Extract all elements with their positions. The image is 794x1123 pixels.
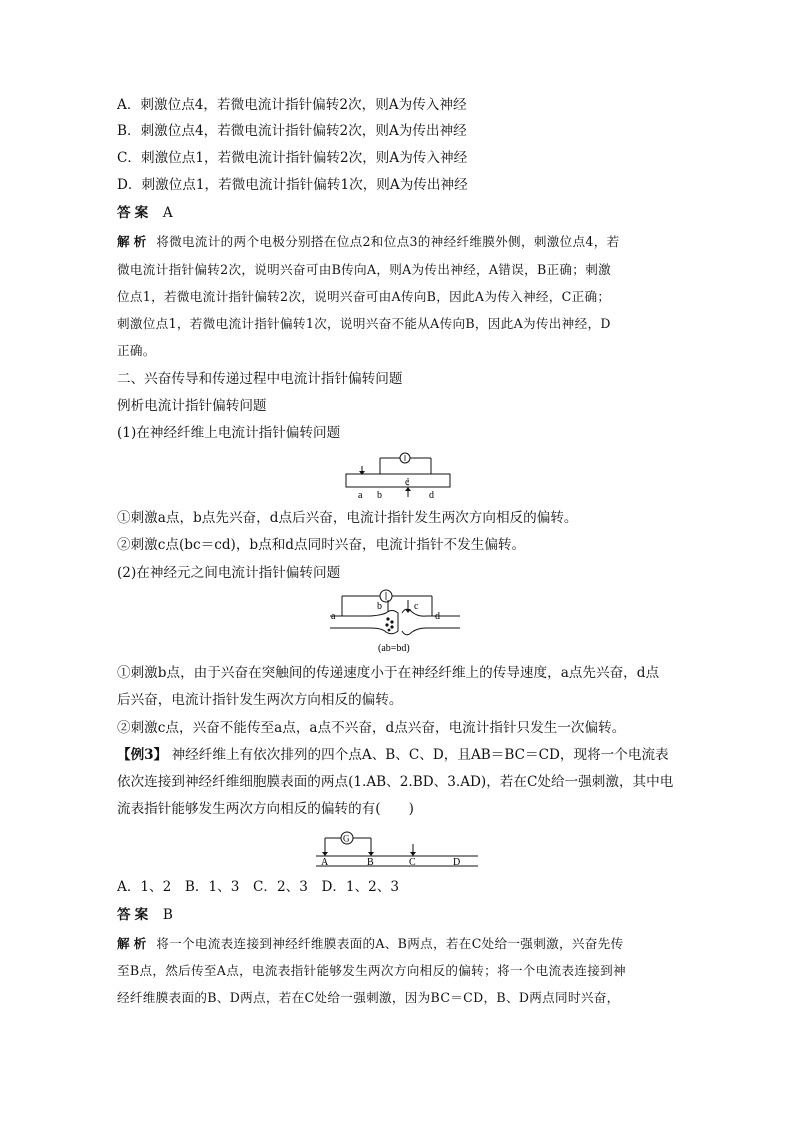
label-A: A xyxy=(321,857,329,868)
label-c: c xyxy=(405,477,410,488)
stimulus-arrow-icon xyxy=(410,852,416,856)
analysis-2-line-2: 至B点，然后传至A点，电流表指针能够发生两次方向相反的偏转；将一个电流表连接到神 xyxy=(117,963,626,978)
meter-label: G xyxy=(343,833,350,844)
example-tag: 【例3】 xyxy=(117,747,168,763)
analysis-1-line-5: 正确。 xyxy=(117,343,156,358)
label-d: d xyxy=(429,490,434,501)
part-2-title: (2)在神经元之间电流计指针偏转问题 xyxy=(117,565,341,581)
example-3-line-3 xyxy=(117,799,414,819)
answer-2 xyxy=(117,905,173,925)
label-a: a xyxy=(358,490,363,501)
label-a: a xyxy=(331,611,336,622)
figure-synapse xyxy=(326,586,466,656)
analysis-2-line-1 xyxy=(117,934,623,954)
option-d: D．刺激位点1，若微电流计指针偏转1次，则A为传出神经 xyxy=(117,177,468,193)
answer-label: 答案 xyxy=(117,205,153,221)
option-b: B．刺激位点4，若微电流计指针偏转2次，则A为传出神经 xyxy=(117,123,467,139)
answer-label: 答案 xyxy=(117,907,153,923)
answer-value: B xyxy=(162,907,173,923)
option-a: A．刺激位点4，若微电流计指针偏转2次，则A为传入神经 xyxy=(117,97,467,113)
example-text: 神经纤维上有依次排列的四个点A、B、C、D，且AB＝BC＝CD，现将一个电流表 xyxy=(171,747,669,763)
label-c: c xyxy=(414,601,419,612)
example-3-line-1 xyxy=(117,745,669,765)
part-1-line-1: ①刺激a点，b点先兴奋，d点后兴奋，电流计指针发生两次方向相反的偏转。 xyxy=(117,510,578,526)
analysis-label: 解析 xyxy=(117,936,151,951)
analysis-2-line-3: 经纤维膜表面的B、D两点，若在C处给一强刺激，因为BC＝CD，B、D两点同时兴奋， xyxy=(117,990,620,1005)
analysis-text: 将一个电流表连接到神经纤维膜表面的A、B两点，若在C处给一强刺激，兴奋先传 xyxy=(156,936,624,951)
figure-abcd-fiber xyxy=(312,828,482,872)
label-B: B xyxy=(367,857,374,868)
label-D: D xyxy=(453,857,461,868)
analysis-text: 将微电流计的两个电极分别搭在位点2和位点3的神经纤维膜外侧，刺激位点4，若 xyxy=(156,234,620,249)
analysis-1-line-2: 微电流计指针偏转2次，说明兴奋可由B传向A，则A为传出神经，A错误，B正确；刺激 xyxy=(117,262,611,277)
part-1-title: (1)在神经纤维上电流计指针偏转问题 xyxy=(117,425,341,441)
analysis-1-line-3: 位点1，若微电流计指针偏转2次，说明兴奋可由A传向B，因此A为传入神经，C正确； xyxy=(117,289,611,304)
example-text: 流表指针能够发生两次方向相反的偏转的有( xyxy=(117,801,381,817)
figure-caption: (ab=bd) xyxy=(378,643,410,654)
analysis-label: 解析 xyxy=(117,234,151,249)
part-1-line-2: ②刺激c点(bc＝cd)，b点和d点同时兴奋，电流计指针不发生偏转。 xyxy=(117,537,526,553)
analysis-1-line-1 xyxy=(117,232,620,252)
analysis-1-line-4: 刺激位点1，若微电流计指针偏转1次，说明兴奋不能从A传向B，因此A为传出神经，D xyxy=(117,316,611,331)
options-q3: A．1、2 B．1、3 C．2、3 D．1、2、3 xyxy=(117,879,400,895)
label-C: C xyxy=(409,857,416,868)
part-2-line-2: 后兴奋，电流计指针发生两次方向相反的偏转。 xyxy=(117,692,403,708)
example-text-close: ) xyxy=(408,801,414,817)
subtitle: 例析电流计指针偏转问题 xyxy=(117,398,267,414)
part-2-line-1: ①刺激b点，由于兴奋在突触间的传递速度小于在神经纤维上的传导速度，a点先兴奋，d点 xyxy=(117,665,660,681)
section-title: 二、兴奋传导和传递过程中电流计指针偏转问题 xyxy=(117,371,403,387)
label-b: b xyxy=(377,601,382,612)
answer-1 xyxy=(117,203,173,223)
answer-value: A xyxy=(162,205,173,221)
label-d: d xyxy=(435,611,440,622)
label-b: b xyxy=(377,490,382,501)
part-2-line-3: ②刺激c点，兴奋不能传至a点，a点不兴奋，d点兴奋，电流计指针只发生一次偏转。 xyxy=(117,720,626,736)
option-c: C．刺激位点1，若微电流计指针偏转2次，则A为传入神经 xyxy=(117,150,468,166)
example-3-line-2: 依次连接到神经纤维细胞膜表面的两点(1.AB、2.BD、3.AD)，若在C处给一强刺激，其中电 xyxy=(117,774,674,790)
figure-nerve-fiber xyxy=(340,445,460,505)
